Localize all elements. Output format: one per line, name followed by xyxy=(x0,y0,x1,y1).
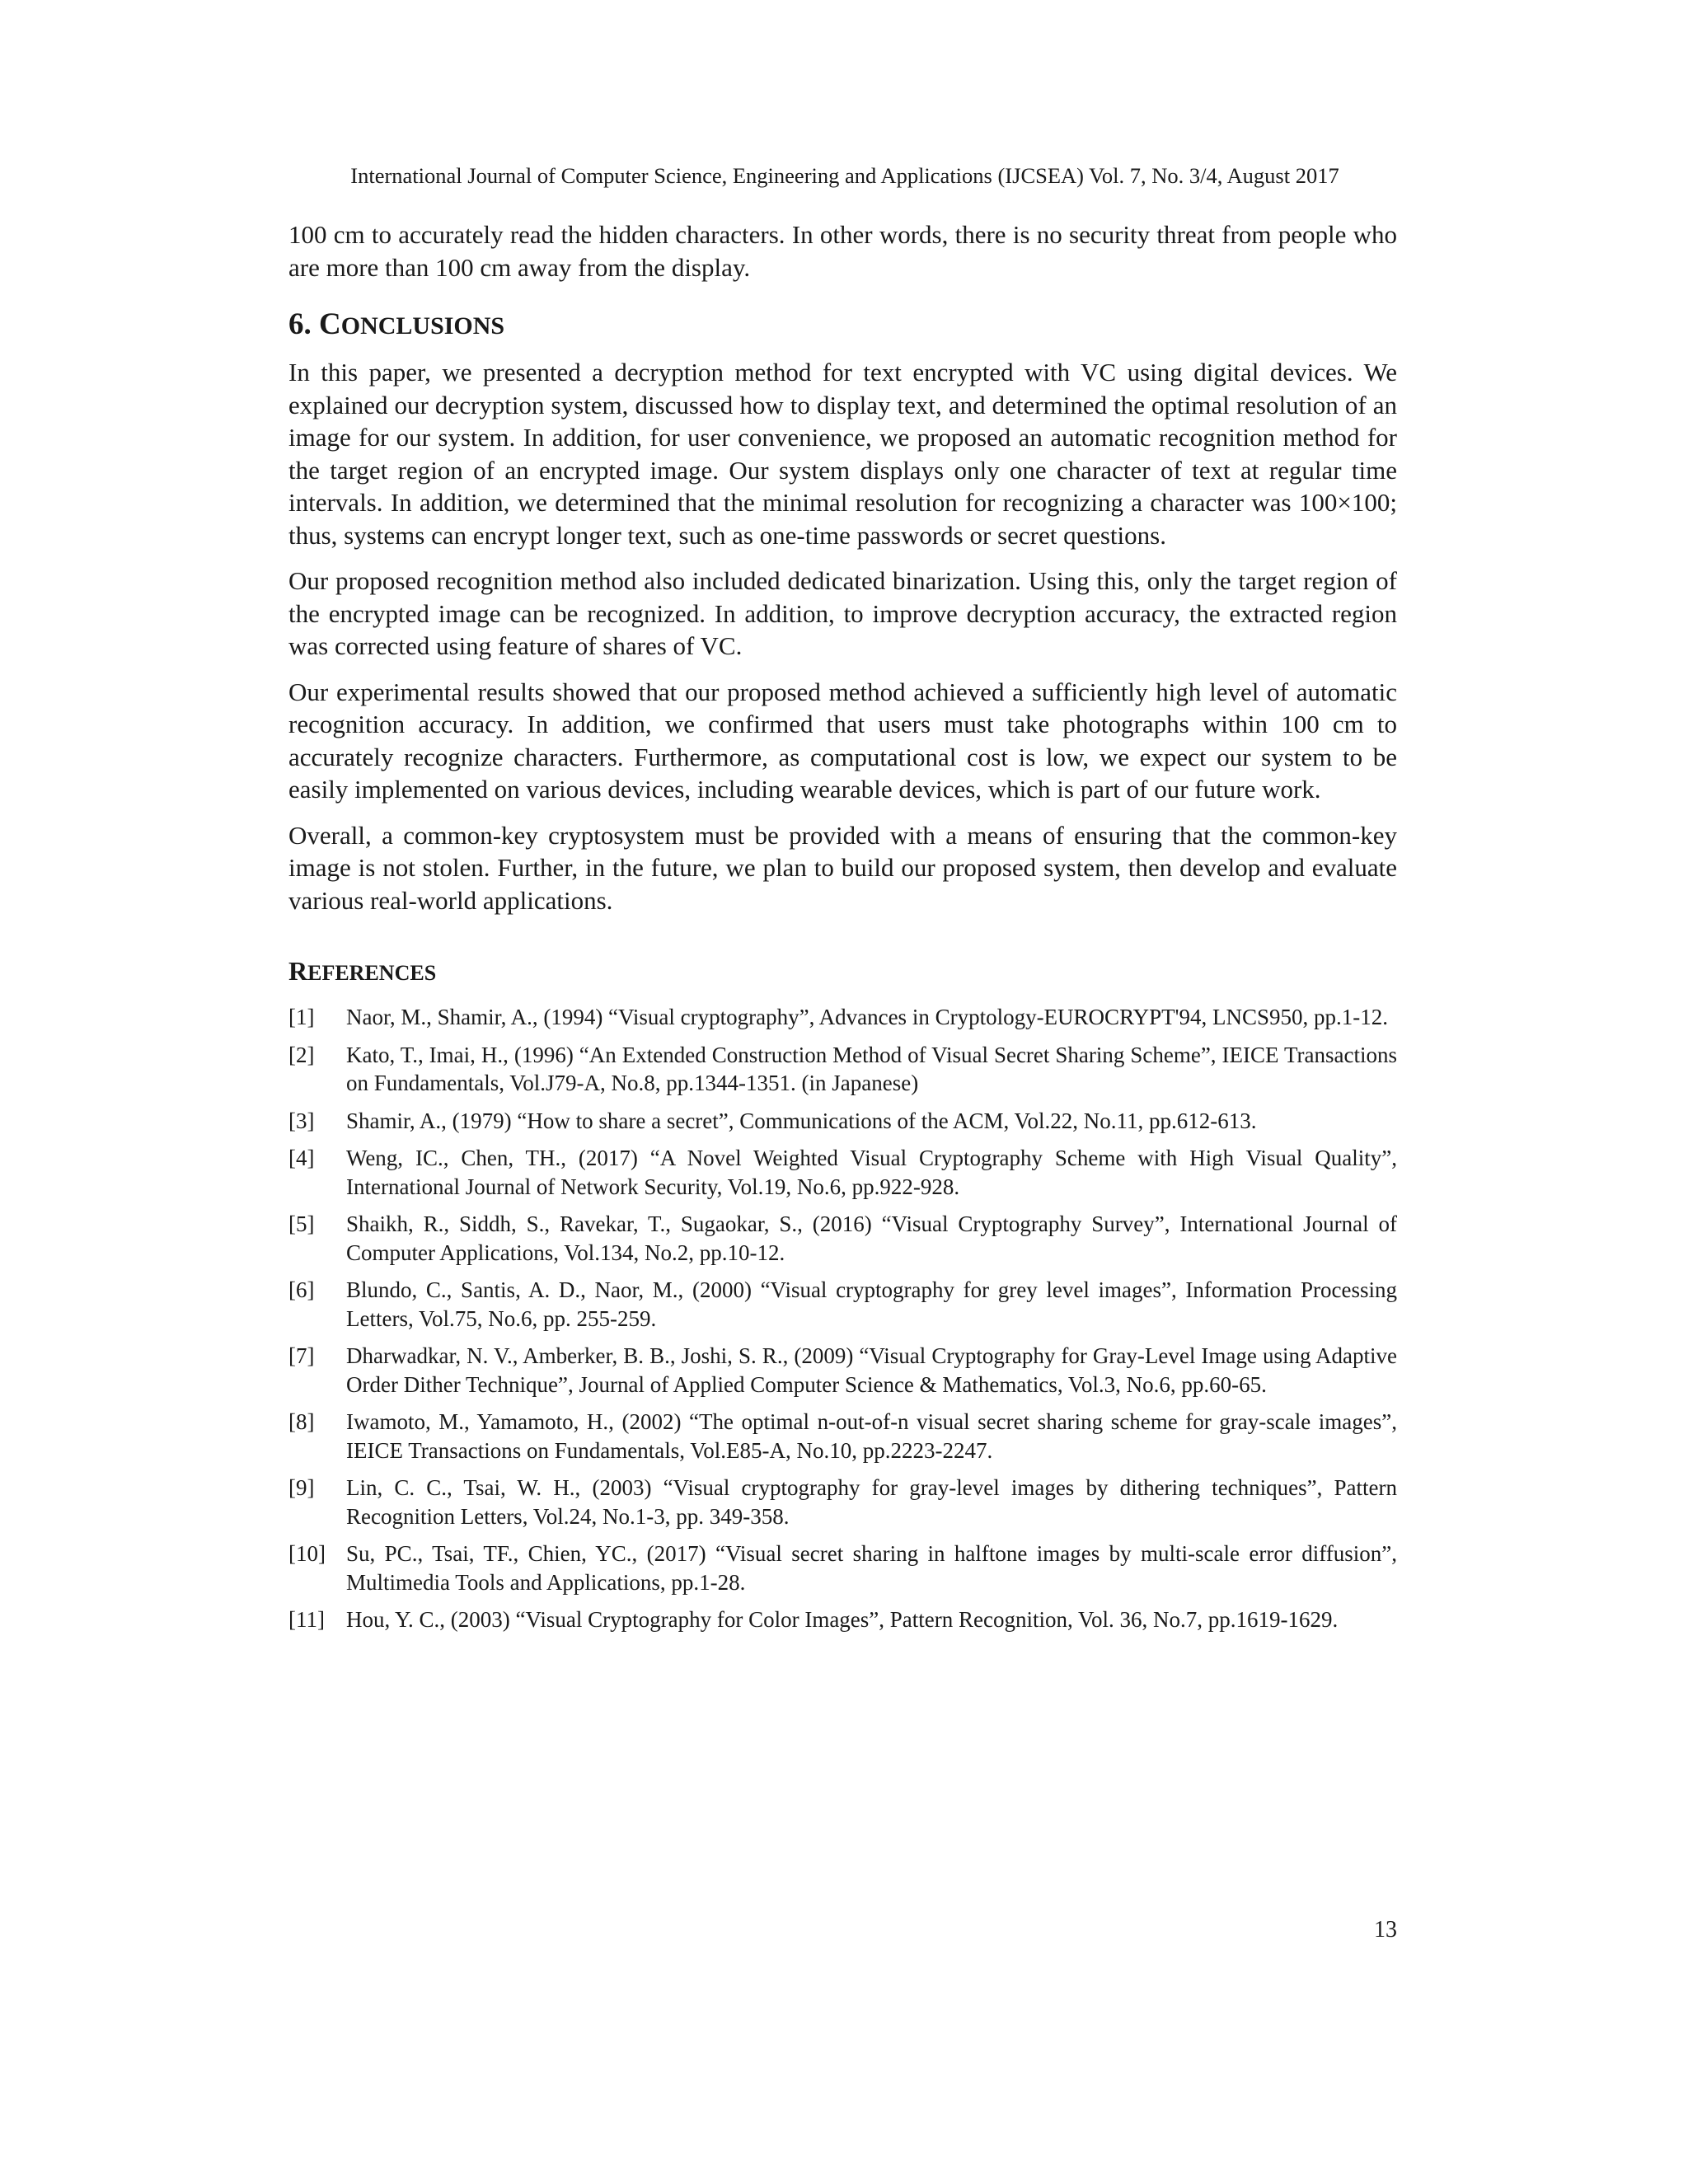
reference-text: Blundo, C., Santis, A. D., Naor, M., (2000) “Visual cryptography for grey level images”, Information Processing Letters, Vol.75, No.6, pp. 255-259. xyxy=(346,1277,1397,1331)
reference-text: Shamir, A., (1979) “How to share a secret”, Communications of the ACM, Vol.22, No.11, pp.612-613. xyxy=(346,1108,1257,1133)
reference-text: Lin, C. C., Tsai, W. H., (2003) “Visual cryptography for gray-level images by dithering techniques”, Pattern Recognition Letters, Vol.24, No.1-3, pp. 349-358. xyxy=(346,1475,1397,1529)
reference-item xyxy=(288,1003,1397,1032)
page-number: 13 xyxy=(1374,1917,1397,1943)
reference-item xyxy=(288,1540,1397,1596)
reference-number: [2] xyxy=(288,1042,315,1067)
reference-item xyxy=(288,1474,1397,1530)
page-content xyxy=(288,218,1397,1643)
reference-item xyxy=(288,1144,1397,1201)
reference-number: [10] xyxy=(288,1541,326,1566)
reference-text: Su, PC., Tsai, TF., Chien, YC., (2017) “Visual secret sharing in halftone images by multi-scale error diffusion”, Multimedia Tools and Applications, pp.1-28. xyxy=(346,1541,1397,1595)
references-title xyxy=(288,954,1397,993)
reference-item xyxy=(288,1276,1397,1333)
reference-number: [7] xyxy=(288,1343,315,1368)
reference-number: [6] xyxy=(288,1277,315,1302)
conclusions-paragraph-3: Our experimental results showed that our proposed method achieved a sufficiently high level of automatic recognition accuracy. In addition, we confirmed that users must take photographs within 100 cm to accurately recognize characters. Furthermore, as computational cost is low, we expect our system to be easily implemented on various devices, including wearable devices, which is part of our future work. xyxy=(288,677,1397,804)
reference-text: Iwamoto, M., Yamamoto, H., (2002) “The optimal n-out-of-n visual secret sharing scheme for gray-scale images”, IEICE Transactions on Fundamentals, Vol.E85-A, No.10, pp.2223-2247. xyxy=(346,1409,1397,1463)
references-title-rest: EFERENCES xyxy=(307,961,437,985)
reference-item xyxy=(288,1107,1397,1136)
reference-item xyxy=(288,1342,1397,1399)
reference-number: [1] xyxy=(288,1005,315,1029)
reference-item xyxy=(288,1210,1397,1267)
reference-number: [9] xyxy=(288,1475,315,1500)
reference-number: [8] xyxy=(288,1409,315,1434)
reference-number: [3] xyxy=(288,1108,315,1133)
reference-text: Shaikh, R., Siddh, S., Ravekar, T., Sugaokar, S., (2016) “Visual Cryptography Survey”, International Journal of Computer Applications, Vol.134, No.2, pp.10-12. xyxy=(346,1212,1397,1265)
running-header: International Journal of Computer Science, Engineering and Applications (IJCSEA) Vol. 7, No. 3/4, August 2017 xyxy=(350,163,1339,188)
reference-number: [4] xyxy=(288,1146,315,1170)
conclusions-paragraph-2: Our proposed recognition method also included dedicated binarization. Using this, only the target region of the encrypted image can be recognized. In addition, to improve decryption accuracy, the extracted region was corrected using feature of shares of VC. xyxy=(288,566,1397,660)
reference-list xyxy=(288,1003,1397,1634)
reference-text: Weng, IC., Chen, TH., (2017) “A Novel Weighted Visual Cryptography Scheme with High Visual Quality”, International Journal of Network Security, Vol.19, No.6, pp.922-928. xyxy=(346,1146,1397,1199)
reference-text: Naor, M., Shamir, A., (1994) “Visual cryptography”, Advances in Cryptology-EUROCRYPT'94, LNCS950, pp.1-12. xyxy=(346,1005,1388,1029)
references-title-initial: R xyxy=(288,956,308,986)
section-number: 6. xyxy=(288,307,312,341)
intro-paragraph: 100 cm to accurately read the hidden characters. In other words, there is no security threat from people who are more than 100 cm away from the display. xyxy=(288,220,1397,282)
reference-item xyxy=(288,1408,1397,1465)
reference-number: [5] xyxy=(288,1212,315,1236)
conclusions-paragraph-1: In this paper, we presented a decryption method for text encrypted with VC using digital devices. We explained our decryption system, discussed how to display text, and determined the optimal resolution of an image for our system. In addition, for user convenience, we proposed an automatic recognition method for the target region of an encrypted image. Our system displays only one character of text at regular time intervals. In addition, we determined that the minimal resolution for recognizing a character was 100×100; thus, systems can encrypt longer text, such as one-time passwords or secret questions. xyxy=(288,358,1397,550)
reference-text: Dharwadkar, N. V., Amberker, B. B., Joshi, S. R., (2009) “Visual Cryptography for Gray-Level Image using Adaptive Order Dither Technique”, Journal of Applied Computer Science & Mathematics, Vol.3, No.6, pp.60-65. xyxy=(346,1343,1397,1397)
reference-number: [11] xyxy=(288,1607,325,1632)
reference-text: Kato, T., Imai, H., (1996) “An Extended Construction Method of Visual Secret Sharing Scheme”, IEICE Transactions on Fundamentals, Vol.J79-A, No.8, pp.1344-1351. (in Japanese) xyxy=(346,1042,1397,1095)
reference-item xyxy=(288,1605,1397,1634)
reference-item xyxy=(288,1041,1397,1098)
reference-text: Hou, Y. C., (2003) “Visual Cryptography for Color Images”, Pattern Recognition, Vol. 36, No.7, pp.1619-1629. xyxy=(346,1607,1339,1632)
conclusions-paragraph-4: Overall, a common-key cryptosystem must be provided with a means of ensuring that the common-key image is not stolen. Further, in the future, we plan to build our proposed system, then develop and evaluate various real-world applications. xyxy=(288,820,1397,915)
section-title-conclusions xyxy=(288,307,1397,344)
section-title-initial: C xyxy=(319,307,341,341)
section-title-rest: ONCLUSIONS xyxy=(340,312,505,340)
